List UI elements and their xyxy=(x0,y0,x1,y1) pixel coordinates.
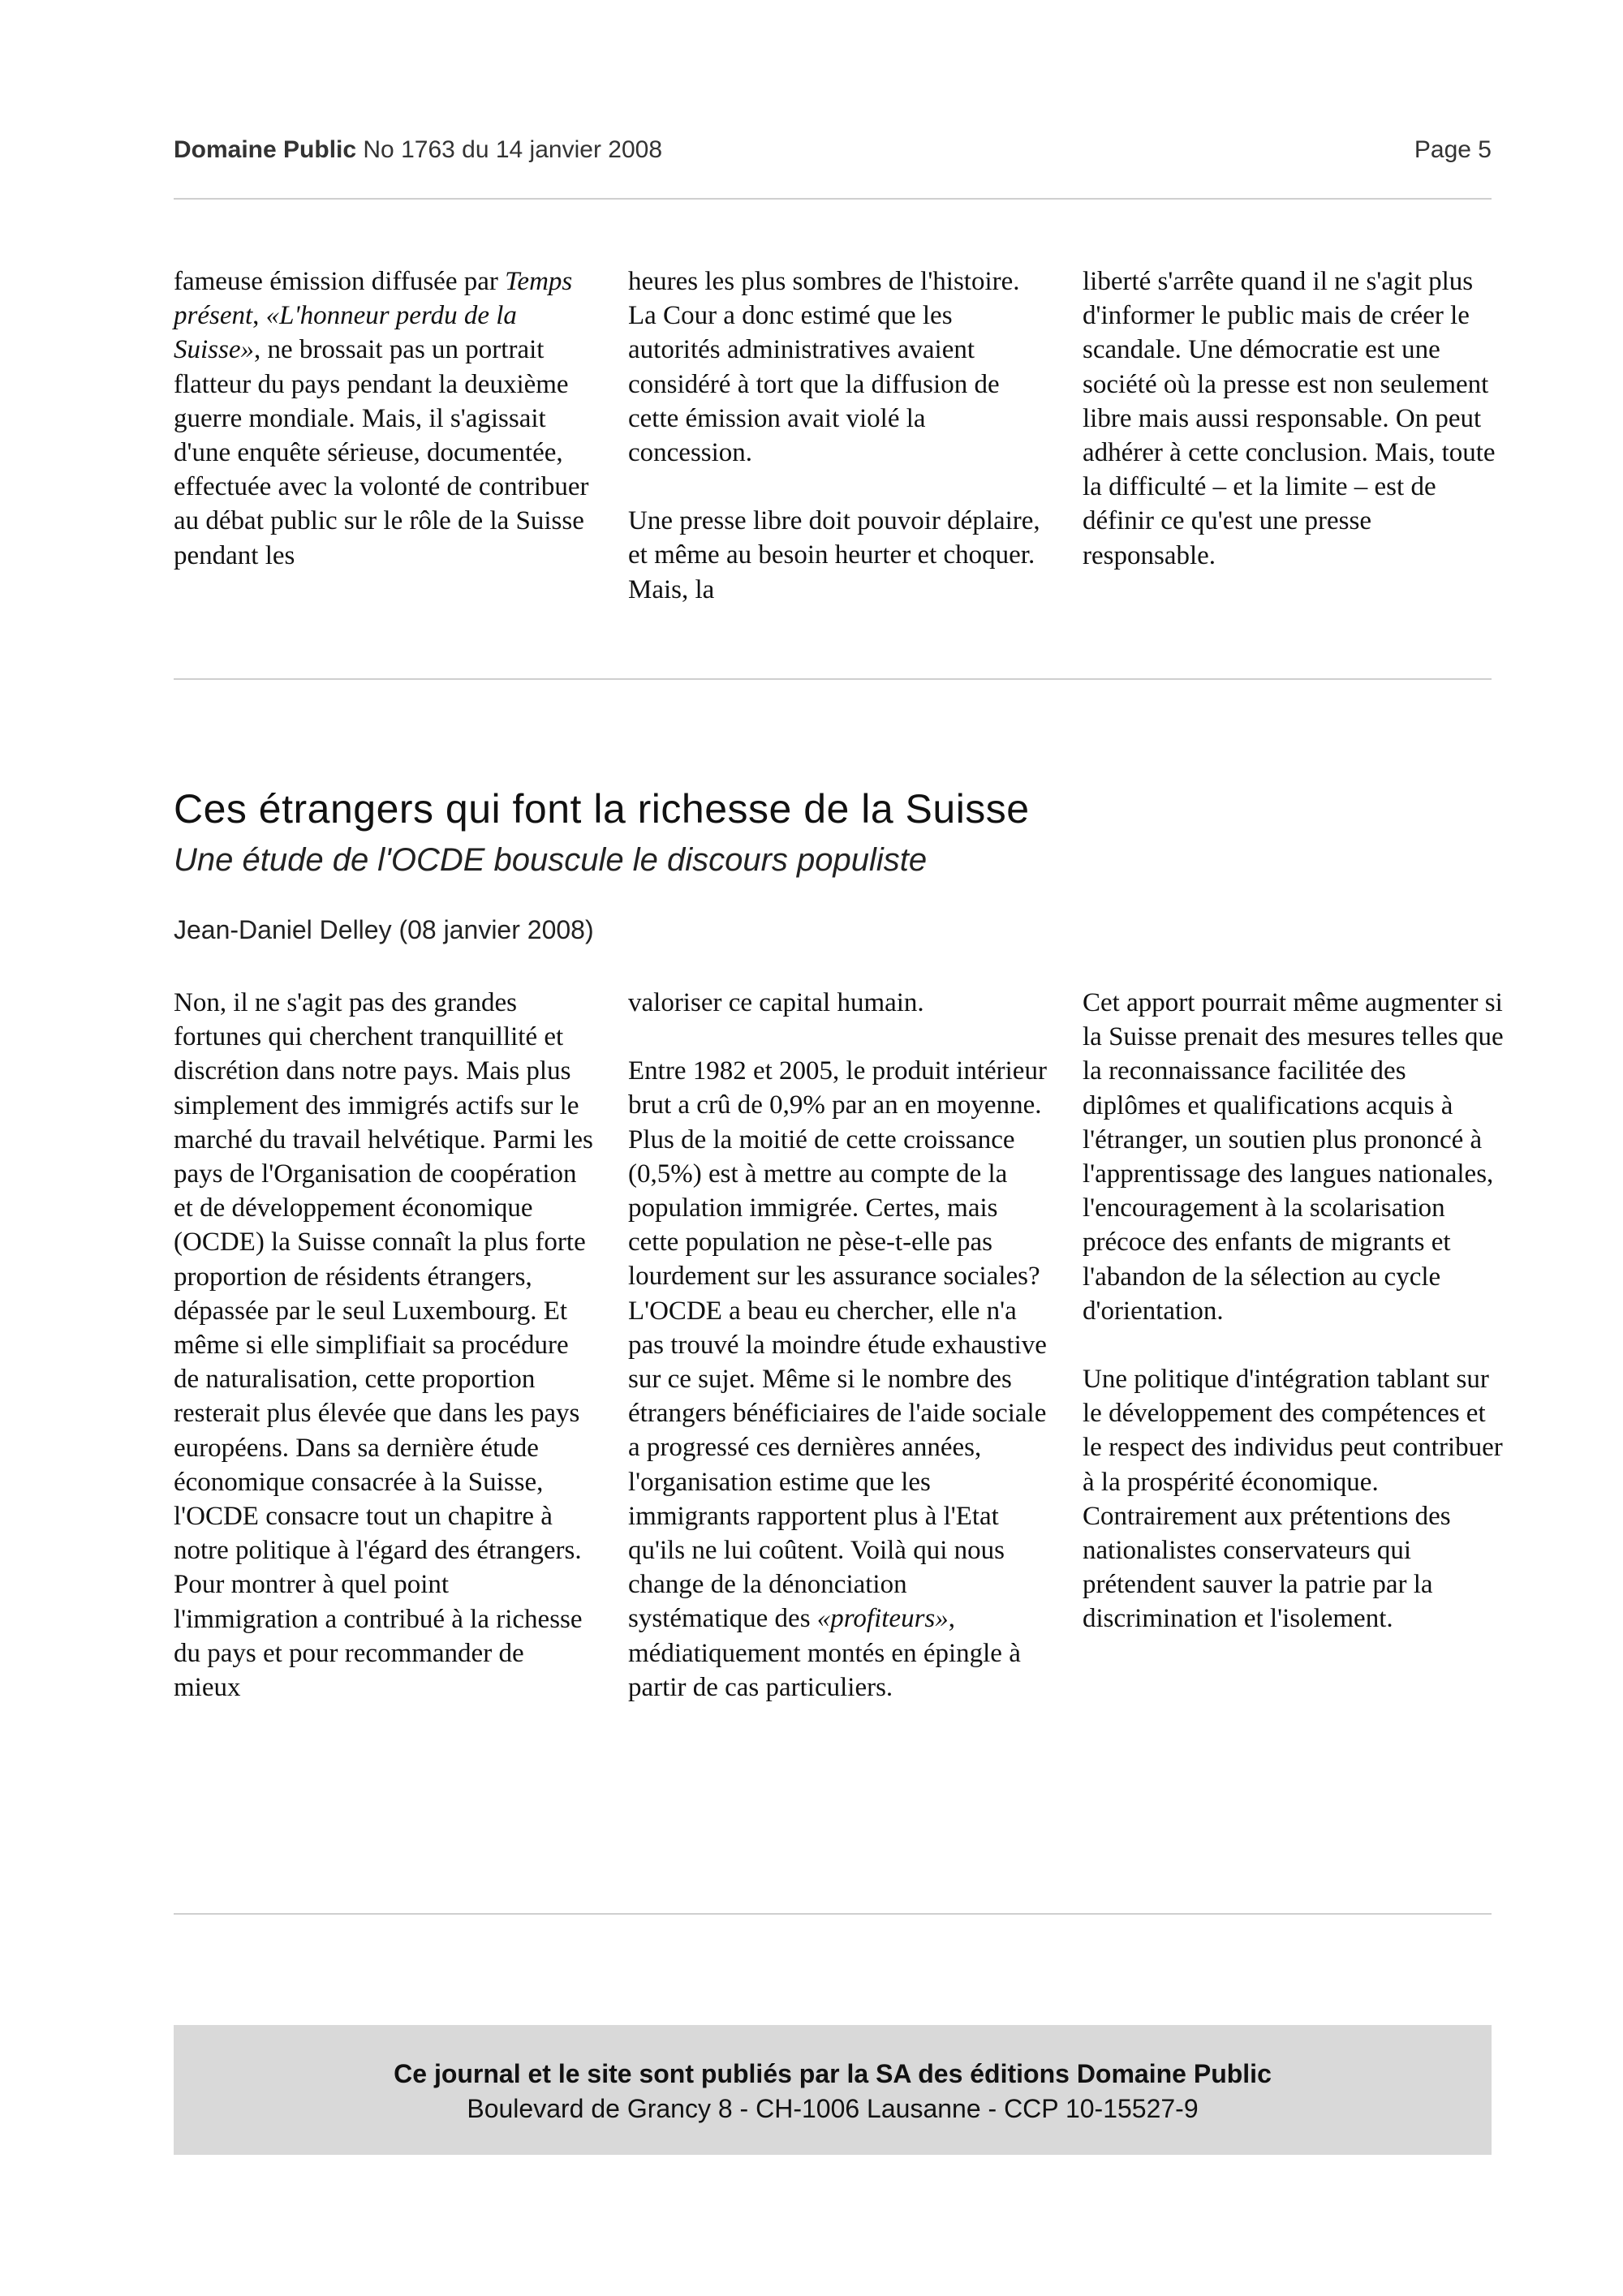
article-divider xyxy=(174,678,1492,680)
article-column-3 xyxy=(1083,986,1505,1636)
page-number: Page 5 xyxy=(1414,136,1492,163)
previous-article-column-3 xyxy=(1083,264,1505,573)
page-header xyxy=(174,136,1492,169)
article-subtitle: Une étude de l'OCDE bouscule le discours populiste xyxy=(174,842,928,878)
paragraph: liberté s'arrête quand il ne s'agit plus d'informer le public mais de créer le scandale. Une démocratie est une société où la presse est non seulement libre mais aussi responsable. On peut adhérer à cette conclusion. Mais, toute la difficulté – et la limite – est de définir ce qu'est une presse responsable. xyxy=(1083,267,1496,570)
paragraph: Entre 1982 et 2005, le produit intérieur brut a crû de 0,9% par an en moyenne. Plus de la moitié de cette croissance (0,5%) est à mettre au compte de la population immigrée. Certes, mais cette population ne pèse-t-elle pas lourdement sur les assurance sociales? L'OCDE a beau eu chercher, elle n'a pas trouvé la moindre étude exhaustive sur ce sujet. Même si le nombre des étrangers bénéficiaires de l'aide sociale a progressé ces dernières années, l'organisation estime que les immigrants rapportent plus à l'Etat qu'ils ne lui coûtent. Voilà qui nous change de la dénonciation systématique des «profiteurs», médiatiquement montés en épingle à partir de cas particuliers. xyxy=(628,1056,1047,1702)
article-title: Ces étrangers qui font la richesse de la Suisse xyxy=(174,786,1030,832)
article-column-2 xyxy=(628,986,1050,1705)
publisher-footer xyxy=(174,2025,1492,2155)
paragraph: fameuse émission diffusée par Temps présent, «L'honneur perdu de la Suisse», ne brossait pas un portrait flatteur du pays pendant la deuxième guerre mondiale. Mais, il s'agissait d'une enquête sérieuse, documentée, effectuée avec la volonté de contribuer au débat public sur le rôle de la Suisse pendant les xyxy=(174,267,589,570)
paragraph: heures les plus sombres de l'histoire. La Cour a donc estimé que les autorités administratives avaient considéré à tort que la diffusion de cette émission avait violé la concession. xyxy=(628,267,1020,468)
header-divider xyxy=(174,198,1492,200)
previous-article-column-1 xyxy=(174,264,596,573)
issue-info: No 1763 du 14 janvier 2008 xyxy=(363,136,663,163)
article-column-1 xyxy=(174,986,596,1705)
previous-article-column-2 xyxy=(628,264,1050,607)
paragraph: Non, il ne s'agit pas des grandes fortunes qui cherchent tranquillité et discrétion dans notre pays. Mais plus simplement des immigrés actifs sur le marché du travail helvétique. Parmi les pays de l'Organisation de coopération et de développement économique (OCDE) la Suisse connaît la plus forte proportion de résidents étrangers, dépassée par le seul Luxembourg. Et même si elle simplifiait sa procédure de naturalisation, cette proportion resterait plus élevée que dans les pays européens. Dans sa dernière étude économique consacrée à la Suisse, l'OCDE consacre tout un chapitre à notre politique à l'égard des étrangers. Pour montrer à quel point l'immigration a contribué à la richesse du pays et pour recommander de mieux xyxy=(174,988,593,1703)
publication-name: Domaine Public xyxy=(174,136,357,163)
footer-divider xyxy=(174,1913,1492,1915)
publisher-statement: Ce journal et le site sont publiés par la SA des éditions Domaine Public xyxy=(394,2059,1272,2088)
publisher-address: Boulevard de Grancy 8 - CH-1006 Lausanne - CCP 10-15527-9 xyxy=(467,2094,1199,2123)
article-byline: Jean-Daniel Delley (08 janvier 2008) xyxy=(174,915,594,944)
paragraph: Cet apport pourrait même augmenter si la Suisse prenait des mesures telles que la reconnaissance facilitée des diplômes et qualifications acquis à l'étranger, un soutien plus prononcé à l'apprentissage des langues nationales, l'encouragement à la scolarisation précoce des enfants de migrants et l'abandon de la sélection au cycle d'orientation. xyxy=(1083,988,1504,1326)
paragraph: Une presse libre doit pouvoir déplaire, et même au besoin heurter et choquer. Mais, la xyxy=(628,506,1040,604)
paragraph: Une politique d'intégration tablant sur le développement des compétences et le respect des individus peut contribuer à la prospérité économique. Contrairement aux prétentions des nationalistes conservateurs qui prétendent sauver la patrie par la discrimination et l'isolement. xyxy=(1083,1365,1503,1634)
paragraph: valoriser ce capital humain. xyxy=(628,988,924,1017)
